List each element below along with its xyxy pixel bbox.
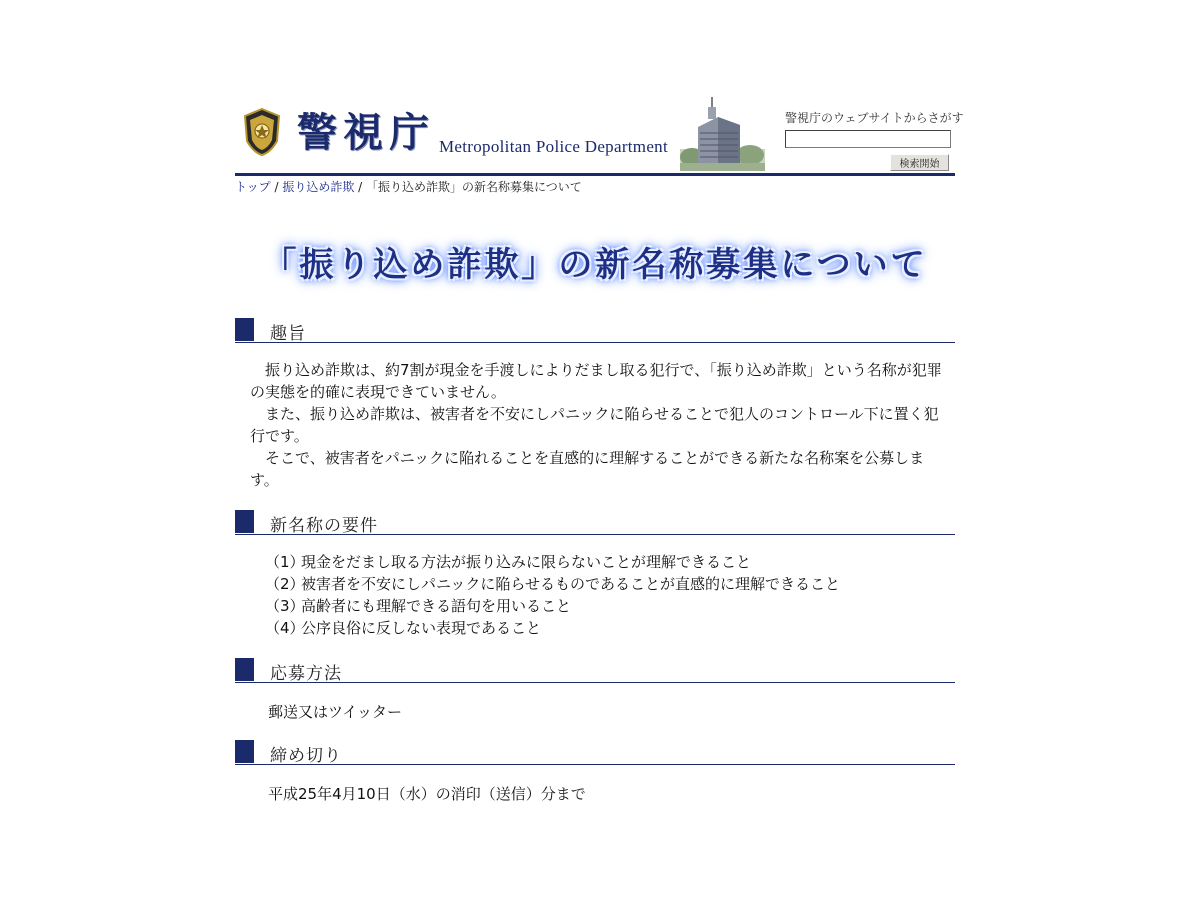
police-emblem-icon[interactable]	[241, 107, 283, 157]
paragraph: また、振り込め詐欺は、被害者を不安にしパニックに陥らせることで犯人のコントロール下に置く犯行です。	[250, 405, 939, 445]
item-number: （3）	[265, 597, 305, 615]
list-item	[265, 551, 955, 573]
list-item	[265, 617, 955, 639]
section-requirements	[235, 510, 955, 639]
page-title: 「振り込め詐欺」の新名称募集について	[262, 244, 928, 285]
breadcrumb-separator: /	[354, 180, 366, 194]
item-number: （4）	[265, 619, 305, 637]
breadcrumb-current: 「振り込め詐欺」の新名称募集について	[366, 180, 582, 194]
site-title[interactable]: 警視庁	[297, 109, 435, 156]
section-title: 新名称の要件	[270, 516, 378, 536]
breadcrumb-category-link[interactable]: 振り込め詐欺	[282, 180, 355, 194]
heading-marker	[235, 740, 254, 763]
page	[235, 95, 964, 803]
search-input[interactable]	[785, 130, 951, 148]
search-label: 警視庁のウェブサイトからさがす	[785, 111, 964, 125]
page-title-banner	[255, 236, 935, 286]
item-text: 公序良俗に反しない表現であること	[301, 619, 542, 637]
purpose-text	[250, 359, 950, 491]
section-method	[235, 658, 955, 723]
section-deadline	[235, 740, 955, 805]
paragraph: 振り込め詐欺は、約7割が現金を手渡しによりだまし取る犯行で、「振り込め詐欺」という名称が犯罪の実態を的確に表現できていません。	[250, 361, 942, 401]
requirements-list	[265, 551, 955, 639]
item-text: 現金をだまし取る方法が振り込みに限らないことが理解できること	[301, 553, 752, 571]
search-button[interactable]: 検索開始	[890, 154, 949, 171]
header-divider	[235, 173, 955, 176]
method-text: 郵送又はツイッター	[268, 703, 402, 721]
site-subtitle: Metropolitan Police Department	[439, 137, 668, 156]
section-title: 締め切り	[270, 746, 342, 766]
list-item	[265, 595, 955, 617]
breadcrumb-separator: /	[270, 180, 283, 194]
section-heading	[235, 510, 955, 535]
deadline-text: 平成25年4月10日（水）の消印（送信）分まで	[268, 785, 586, 803]
breadcrumb	[235, 178, 582, 195]
item-text: 被害者を不安にしパニックに陥らせるものであることが直感的に理解できること	[301, 575, 840, 593]
item-number: （2）	[265, 575, 305, 593]
section-heading	[235, 740, 955, 765]
building-illustration	[680, 97, 765, 171]
section-title: 応募方法	[270, 664, 342, 684]
list-item	[265, 573, 955, 595]
section-heading	[235, 318, 955, 343]
site-header	[235, 95, 964, 173]
item-text: 高齢者にも理解できる語句を用いること	[301, 597, 572, 615]
breadcrumb-home-link[interactable]: トップ	[235, 180, 271, 194]
heading-marker	[235, 318, 254, 341]
section-title: 趣旨	[270, 324, 306, 344]
heading-marker	[235, 658, 254, 681]
section-heading	[235, 658, 955, 683]
item-number: （1）	[265, 553, 305, 571]
paragraph: そこで、被害者をパニックに陥れることを直感的に理解することができる新たな名称案を公募します。	[250, 449, 925, 489]
heading-marker	[235, 510, 254, 533]
section-purpose	[235, 318, 955, 491]
